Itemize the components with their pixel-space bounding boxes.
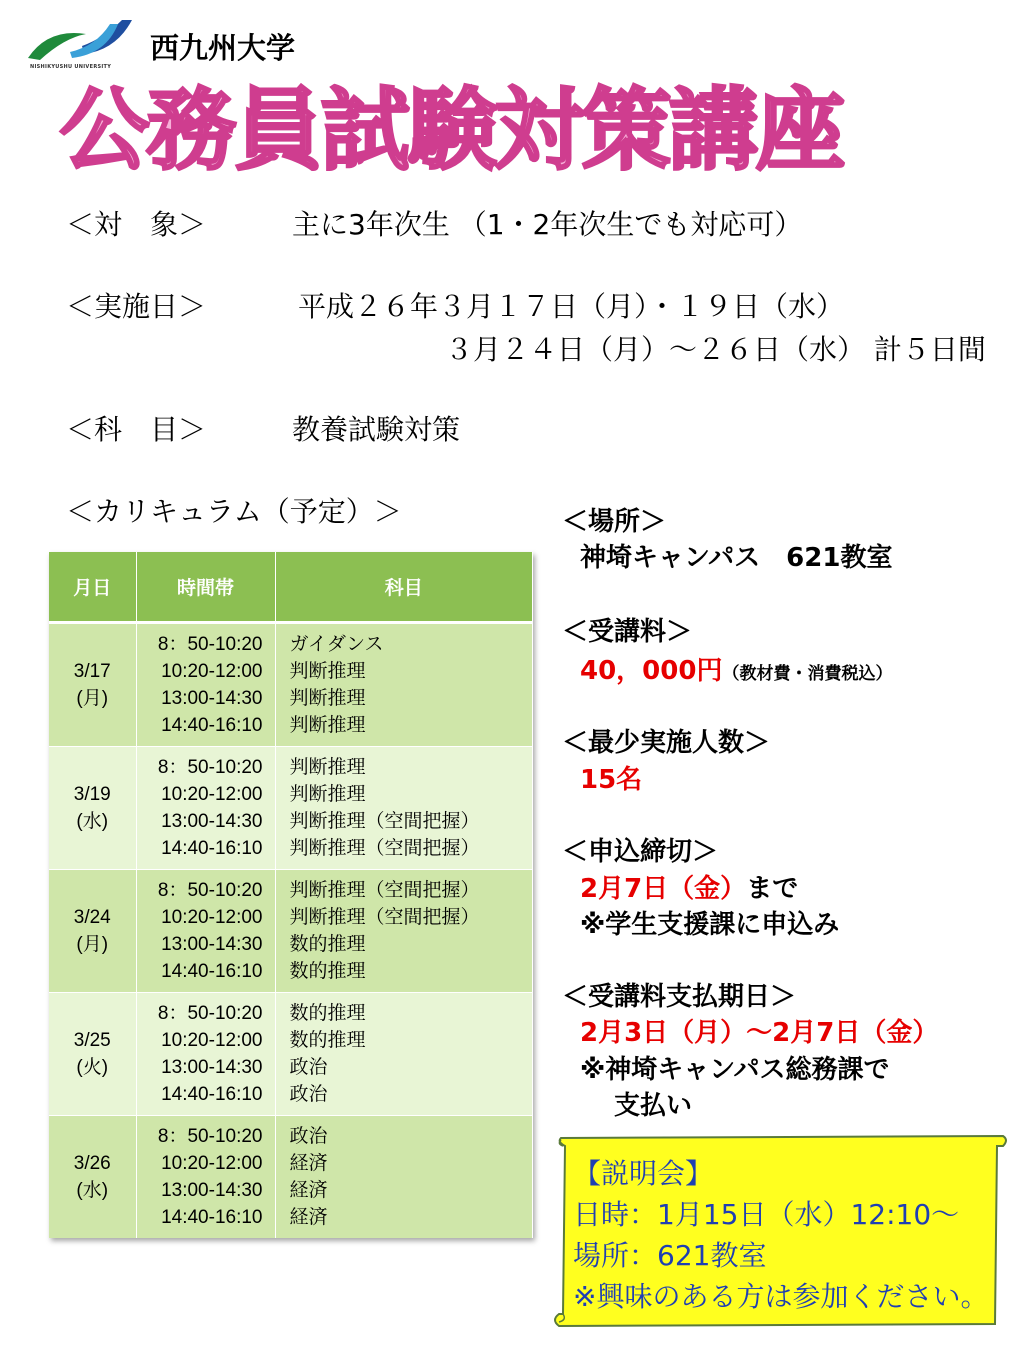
target-label: ＜対 象＞ bbox=[66, 208, 207, 241]
time-slot: 8：50-10:20 bbox=[157, 879, 263, 901]
dates-label: ＜実施日＞ bbox=[66, 290, 207, 323]
time-slot: 13:00-14:30 bbox=[161, 1179, 263, 1201]
time-cell bbox=[136, 622, 275, 746]
subject-cell bbox=[275, 746, 533, 869]
subject-item: 政治 bbox=[289, 1125, 328, 1147]
date-weekday: (月) bbox=[76, 933, 109, 955]
fee-label: ＜受講料＞ bbox=[562, 617, 693, 647]
time-slot: 10:20-12:00 bbox=[161, 783, 263, 805]
briefing-content bbox=[573, 1153, 988, 1317]
briefing-datetime: 日時：1月15日（水）12:10～ bbox=[573, 1198, 960, 1231]
time-slot: 8：50-10:20 bbox=[157, 756, 263, 778]
subject-item: 経済 bbox=[289, 1206, 328, 1228]
time-cell bbox=[136, 746, 275, 869]
page-title: 公務員試験対策講座 bbox=[60, 78, 843, 182]
pay-note1: ※神埼キャンパス総務課で bbox=[580, 1055, 890, 1085]
time-slot: 14:40-16:10 bbox=[161, 1206, 263, 1228]
time-slot: 10:20-12:00 bbox=[161, 1152, 263, 1174]
header-time: 時間帯 bbox=[136, 552, 275, 622]
subject-item: 判断推理（空間把握） bbox=[289, 837, 480, 859]
subject-item: 判断推理 bbox=[289, 783, 366, 805]
date-cell bbox=[49, 746, 136, 869]
table-row bbox=[49, 869, 533, 992]
min-label: ＜最少実施人数＞ bbox=[562, 728, 771, 758]
subject-item: 数的推理 bbox=[289, 960, 366, 982]
pay-value: 2月3日（月）～2月7日（金） bbox=[580, 1018, 939, 1048]
time-cell bbox=[136, 1115, 275, 1238]
pay-note2: 支払い bbox=[614, 1091, 693, 1121]
time-slot: 13:00-14:30 bbox=[161, 810, 263, 832]
dates-line1: 平成２６年３月１７日（月）・１９日（水） bbox=[298, 290, 845, 323]
subject-cell bbox=[275, 992, 533, 1115]
subject-item: 判断推理 bbox=[289, 687, 366, 709]
time-slot: 10:20-12:00 bbox=[161, 660, 263, 682]
time-slot: 10:20-12:00 bbox=[161, 1029, 263, 1051]
subject-item: 政治 bbox=[289, 1056, 328, 1078]
subject-item: 経済 bbox=[289, 1152, 328, 1174]
header-subject: 科目 bbox=[275, 552, 533, 622]
date-cell bbox=[49, 1115, 136, 1238]
time-slot: 14:40-16:10 bbox=[161, 837, 263, 859]
table-header-row bbox=[49, 552, 533, 622]
date-weekday: (水) bbox=[76, 810, 109, 832]
university-name: 西九州大学 bbox=[150, 31, 296, 65]
subject-cell bbox=[275, 622, 533, 746]
time-slot: 14:40-16:10 bbox=[161, 1083, 263, 1105]
deadline-line bbox=[580, 874, 798, 905]
header-date: 月日 bbox=[49, 552, 136, 622]
table-row bbox=[49, 746, 533, 869]
deadline-note: ※学生支援課に申込み bbox=[580, 910, 840, 940]
time-cell bbox=[136, 869, 275, 992]
date-cell bbox=[49, 869, 136, 992]
briefing-title: 【説明会】 bbox=[573, 1157, 714, 1190]
subject-item: ガイダンス bbox=[289, 633, 384, 655]
subject-item: 政治 bbox=[289, 1083, 328, 1105]
subject-item: 数的推理 bbox=[289, 933, 366, 955]
subject-item: 判断推理 bbox=[289, 714, 366, 736]
table-row bbox=[49, 992, 533, 1115]
date-day: 3/19 bbox=[73, 783, 111, 805]
time-slot: 14:40-16:10 bbox=[161, 714, 263, 736]
time-slot: 8：50-10:20 bbox=[157, 1002, 263, 1024]
time-slot: 13:00-14:30 bbox=[161, 687, 263, 709]
briefing-place: 場所：621教室 bbox=[573, 1239, 767, 1272]
min-value: 15名 bbox=[580, 765, 643, 795]
date-cell bbox=[49, 992, 136, 1115]
subject-value: 教養試験対策 bbox=[292, 413, 461, 446]
fee-value: 40，000円 bbox=[580, 656, 723, 686]
deadline-suffix: まで bbox=[746, 874, 799, 904]
curriculum-label: ＜カリキュラム（予定）＞ bbox=[66, 495, 402, 528]
target-value: 主に3年次生 （1・2年次生でも対応可） bbox=[292, 208, 803, 241]
dates-line2: ３月２４日（月）～２６日（水） 計５日間 bbox=[445, 333, 986, 366]
date-day: 3/25 bbox=[73, 1029, 111, 1051]
logo-caption: NISHIKYUSHU UNIVERSITY bbox=[30, 64, 112, 70]
subject-item: 経済 bbox=[289, 1179, 328, 1201]
place-label: ＜場所＞ bbox=[562, 507, 667, 537]
deadline-value: 2月7日（金） bbox=[580, 874, 747, 904]
time-slot: 8：50-10:20 bbox=[157, 633, 263, 655]
time-slot: 13:00-14:30 bbox=[161, 1056, 263, 1078]
place-value: 神埼キャンパス 621教室 bbox=[580, 543, 893, 573]
time-slot: 8：50-10:20 bbox=[157, 1125, 263, 1147]
subject-item: 数的推理 bbox=[289, 1029, 366, 1051]
subject-item: 数的推理 bbox=[289, 1002, 366, 1024]
subject-item: 判断推理（空間把握） bbox=[289, 810, 480, 832]
pay-label: ＜受講料支払期日＞ bbox=[562, 982, 797, 1012]
time-slot: 10:20-12:00 bbox=[161, 906, 263, 928]
table-row bbox=[49, 1115, 533, 1238]
fee-note: （教材費・消費税込） bbox=[722, 664, 893, 684]
deadline-label: ＜申込締切＞ bbox=[562, 837, 719, 867]
time-slot: 13:00-14:30 bbox=[161, 933, 263, 955]
date-cell bbox=[49, 622, 136, 746]
curriculum-table bbox=[49, 552, 533, 1238]
table-row bbox=[49, 622, 533, 746]
subject-item: 判断推理 bbox=[289, 660, 366, 682]
time-cell bbox=[136, 992, 275, 1115]
subject-item: 判断推理（空間把握） bbox=[289, 879, 480, 901]
date-weekday: (月) bbox=[76, 687, 109, 709]
fee-line bbox=[580, 656, 892, 687]
date-weekday: (火) bbox=[76, 1056, 109, 1078]
subject-cell bbox=[275, 869, 533, 992]
date-weekday: (水) bbox=[76, 1179, 109, 1201]
briefing-note: ※興味のある方は参加ください。 bbox=[573, 1280, 989, 1313]
time-slot: 14:40-16:10 bbox=[161, 960, 263, 982]
date-day: 3/24 bbox=[73, 906, 111, 928]
date-day: 3/26 bbox=[73, 1152, 111, 1174]
subject-item: 判断推理（空間把握） bbox=[289, 906, 480, 928]
subject-label: ＜科 目＞ bbox=[66, 413, 207, 446]
date-day: 3/17 bbox=[73, 660, 111, 682]
subject-item: 判断推理 bbox=[289, 756, 366, 778]
subject-cell bbox=[275, 1115, 533, 1238]
